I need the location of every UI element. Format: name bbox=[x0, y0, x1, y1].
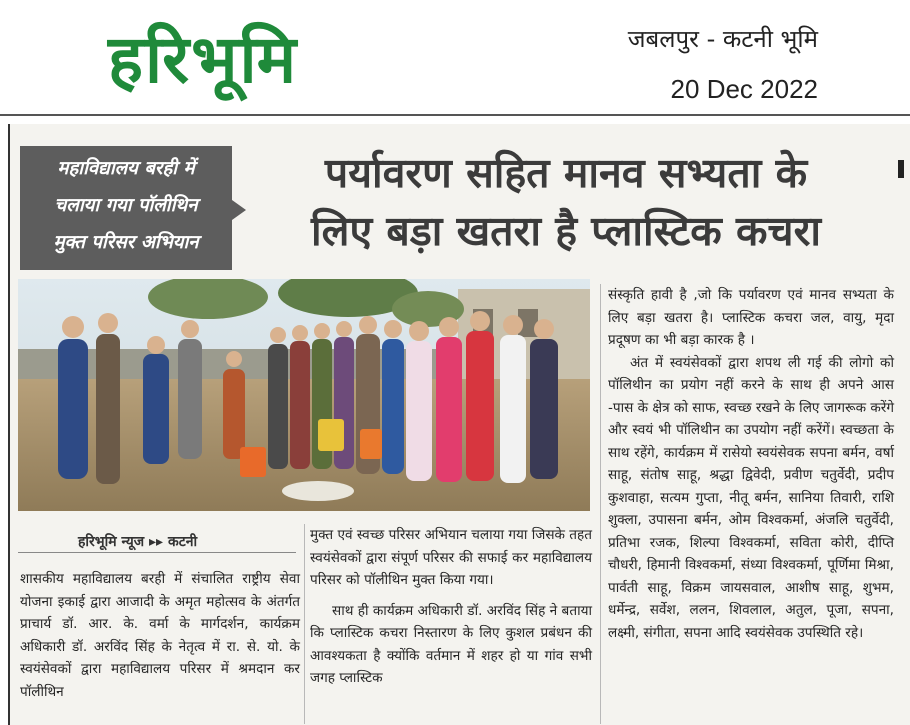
kicker-line: चलाया गया पॉलीथिन bbox=[54, 195, 198, 216]
article-column-3 bbox=[608, 284, 894, 644]
edition-name: जबलपुर - कटनी भूमि bbox=[627, 25, 818, 53]
byline-divider bbox=[18, 552, 296, 553]
kicker-line: महाविद्यालय बरही में bbox=[57, 158, 195, 179]
publication-date: 20 Dec 2022 bbox=[670, 74, 818, 104]
kicker-line: मुक्त परिसर अभियान bbox=[53, 232, 199, 253]
column-divider bbox=[304, 524, 305, 724]
kicker-box bbox=[20, 146, 232, 270]
paragraph: शासकीय महाविद्यालय बरही में संचालित राष्ट्रीय सेवा योजना इकाई द्वारा आजादी के अमृत महोत्सव के अंतर्गत प्राचार्य डॉ. आर. के. वर्मा के मार्गदर्शन, कार्यक्रम अधिकारी डॉ. अरविंद सिंह के नेतृत्व में रा. से. यो. के स्वयंसेवकों द्वारा महाविद्यालय परिसर में श्रमदान कर पॉलीथिन bbox=[20, 571, 300, 700]
paragraph: अंत में स्वयंसेवकों द्वारा शपथ ली गई की लोगो को पॉलिथीन का प्रयोग नहीं करने के साथ ही अपने आस -पास के क्षेत्र को साफ, स्वच्छ रखने के लिए जागरूक करेंगे और स्वयं भी पॉलिथीन का उपयोग नहीं करेंगें। स्वच्छता के साथ रहेंगे, कार्यक्रम में रासेयो स्वयंसेवक सपना बर्मन, वर्षा साहू, संतोष साहू, श्रद्धा द्विवेदी, प्रवीण चतुर्वेदी, प्रदीप कुशवाहा, सत्यम गुप्ता, नीतू बर्मन, सानिया तिवारी, राशि शुक्ला, उपासना बर्मन, ओम विश्वकर्मा, अंजलि चतुर्वेदी, प्रतिभा रजक, शिल्पा विश्वकर्मा, सविता कोरी, दीप्ति चौधरी, हिमानी विश्वकर्मा, संध्या विश्वकर्मा, पूर्णिमा मिश्रा, पार्वती साहू, विक्रम जायसवाल, आशीष साहू, शुभम, धर्मेन्द्र, सर्वेश, ललन, शिवलाल, अतुल, पूजा, सपना, लक्ष्मी, संगीता, सपना आदि स्वयंसेवक उपस्थिति रहे। bbox=[608, 354, 894, 641]
column-marker bbox=[898, 160, 904, 178]
paragraph: संस्कृति हावी है ,जो कि पर्यावरण एवं मानव सभ्यता के लिए बड़ा खतरा है। प्लास्टिक कचरा जल, वायु, मृदा प्रदूषण का भी बड़ा कारक है । bbox=[608, 287, 894, 348]
paragraph: मुक्त एवं स्वच्छ परिसर अभियान चलाया गया जिसके तहत स्वयंसेवकों द्वारा संपूर्ण परिसर की सफाई कर महाविद्यालय परिसर को पॉलीथिन मुक्त किया गया। bbox=[310, 527, 592, 588]
byline: हरिभूमि न्यूज ▸▸ कटनी bbox=[78, 534, 198, 550]
paragraph: साथ ही कार्यक्रम अधिकारी डॉ. अरविंद सिंह ने बताया कि प्लास्टिक कचरा निस्तारण के लिए कुशल प्रबंधन की आवश्यकता है क्योंकि वर्तमान में शहर हो या गांव सभी जगह प्लास्टिक bbox=[310, 602, 592, 686]
news-photo bbox=[18, 279, 590, 511]
article-column-1 bbox=[20, 568, 300, 703]
headline-line: पर्यावरण सहित मानव सभ्यता के bbox=[324, 149, 808, 197]
headline bbox=[246, 144, 886, 260]
headline-line: लिए बड़ा खतरा है प्लास्टिक कचरा bbox=[311, 207, 821, 255]
masthead bbox=[0, 0, 910, 116]
news-clipping bbox=[8, 124, 910, 725]
newspaper-logo: हरिभूमि bbox=[108, 21, 299, 98]
article-column-2 bbox=[310, 524, 592, 690]
masthead-divider bbox=[0, 114, 910, 116]
column-divider bbox=[600, 284, 601, 724]
clipping-edge bbox=[8, 124, 10, 725]
